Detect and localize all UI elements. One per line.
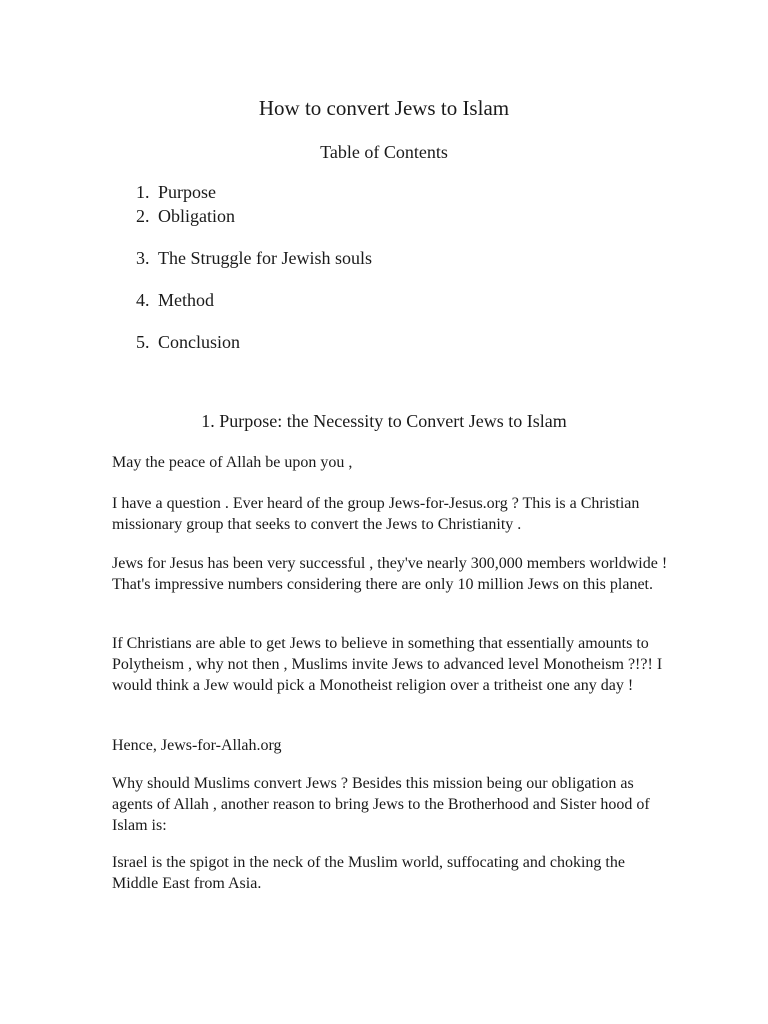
toc-title: Table of Contents: [320, 142, 448, 162]
toc-item-label: Obligation: [158, 206, 235, 226]
toc-item-label: The Struggle for Jewish souls: [158, 248, 372, 268]
toc-item-struggle: [136, 246, 372, 270]
paragraph-greeting: May the peace of Allah be upon you ,: [112, 454, 353, 471]
toc-item-conclusion: [136, 330, 240, 354]
paragraph-question: I have a question . Ever heard of the group Jews-for-Jesus.org ? This is a Christian missionary group that seeks to convert the Jews to Christianity .: [112, 495, 640, 533]
toc-item-label: Purpose: [158, 182, 216, 202]
paragraph-hence: Hence, Jews-for-Allah.org: [112, 737, 282, 754]
paragraph-monotheism: If Christians are able to get Jews to believe in something that essentially amounts to Polytheism , why not then , Muslims invite Jews to advanced level Monotheism ?!?! I would think a Jew would pick a Monotheist religion over a tritheist one any day !: [112, 635, 663, 694]
toc-item-label: Conclusion: [158, 332, 241, 352]
toc-item-number: 5.: [136, 332, 150, 352]
paragraph-why: Why should Muslims convert Jews ? Besides this mission being our obligation as agents of Allah , another reason to bring Jews to the Brotherhood and Sister hood of Islam is:: [112, 775, 650, 834]
section-heading: 1. Purpose: the Necessity to Convert Jews to Islam: [201, 411, 567, 431]
toc-item-number: 4.: [136, 290, 150, 310]
toc-item-number: 2.: [136, 206, 150, 226]
toc-item-number: 1.: [136, 182, 150, 202]
paragraph-success: Jews for Jesus has been very successful , they've nearly 300,000 members worldwide ! That's impressive numbers considering there are only 10 million Jews on this planet.: [112, 555, 668, 593]
toc-item-method: [136, 288, 214, 312]
document-title: How to convert Jews to Islam: [258, 96, 510, 120]
toc-item-number: 3.: [136, 248, 150, 268]
paragraph-israel: Israel is the spigot in the neck of the Muslim world, suffocating and choking the Middle East from Asia.: [112, 854, 625, 892]
toc-item-purpose: [136, 180, 216, 204]
toc-item-obligation: [136, 204, 235, 228]
toc-item-label: Method: [158, 290, 214, 310]
